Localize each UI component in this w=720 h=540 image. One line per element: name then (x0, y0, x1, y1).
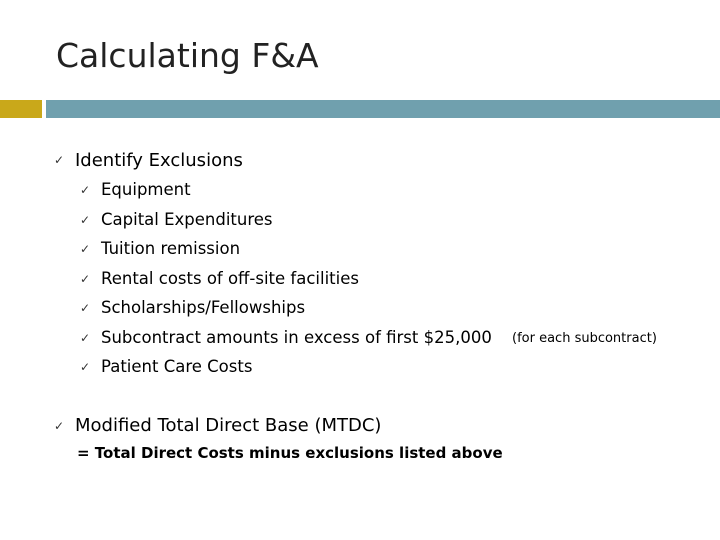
sub-bullet: Rental costs of off-site facilities (101, 269, 359, 288)
sub-bullet: Patient Care Costs (101, 357, 253, 376)
mtdc-definition: = Total Direct Costs minus exclusions listed above (77, 444, 503, 462)
bullet-mtdc: Modified Total Direct Base (MTDC) (75, 415, 382, 436)
check-icon: ✓ (80, 301, 91, 315)
check-icon: ✓ (80, 360, 91, 374)
sub-bullet-note: (for each subcontract) (512, 331, 657, 346)
check-icon: ✓ (54, 153, 65, 167)
check-icon: ✓ (80, 272, 91, 286)
accent-bar-teal (46, 100, 720, 118)
check-icon: ✓ (80, 213, 91, 227)
slide-title: Calculating F&A (56, 36, 319, 75)
sub-bullet: Subcontract amounts in excess of first $25,000 (101, 328, 492, 347)
check-icon: ✓ (80, 331, 91, 345)
sub-bullet: Capital Expenditures (101, 210, 273, 229)
sub-bullet: Tuition remission (101, 239, 241, 258)
sub-bullet: Scholarships/Fellowships (101, 298, 306, 317)
check-icon: ✓ (54, 419, 65, 433)
sub-bullet: Equipment (101, 180, 191, 199)
accent-bar-gold (0, 100, 42, 118)
check-icon: ✓ (80, 183, 91, 197)
bullet-identify-exclusions: Identify Exclusions (75, 150, 243, 171)
check-icon: ✓ (80, 242, 91, 256)
